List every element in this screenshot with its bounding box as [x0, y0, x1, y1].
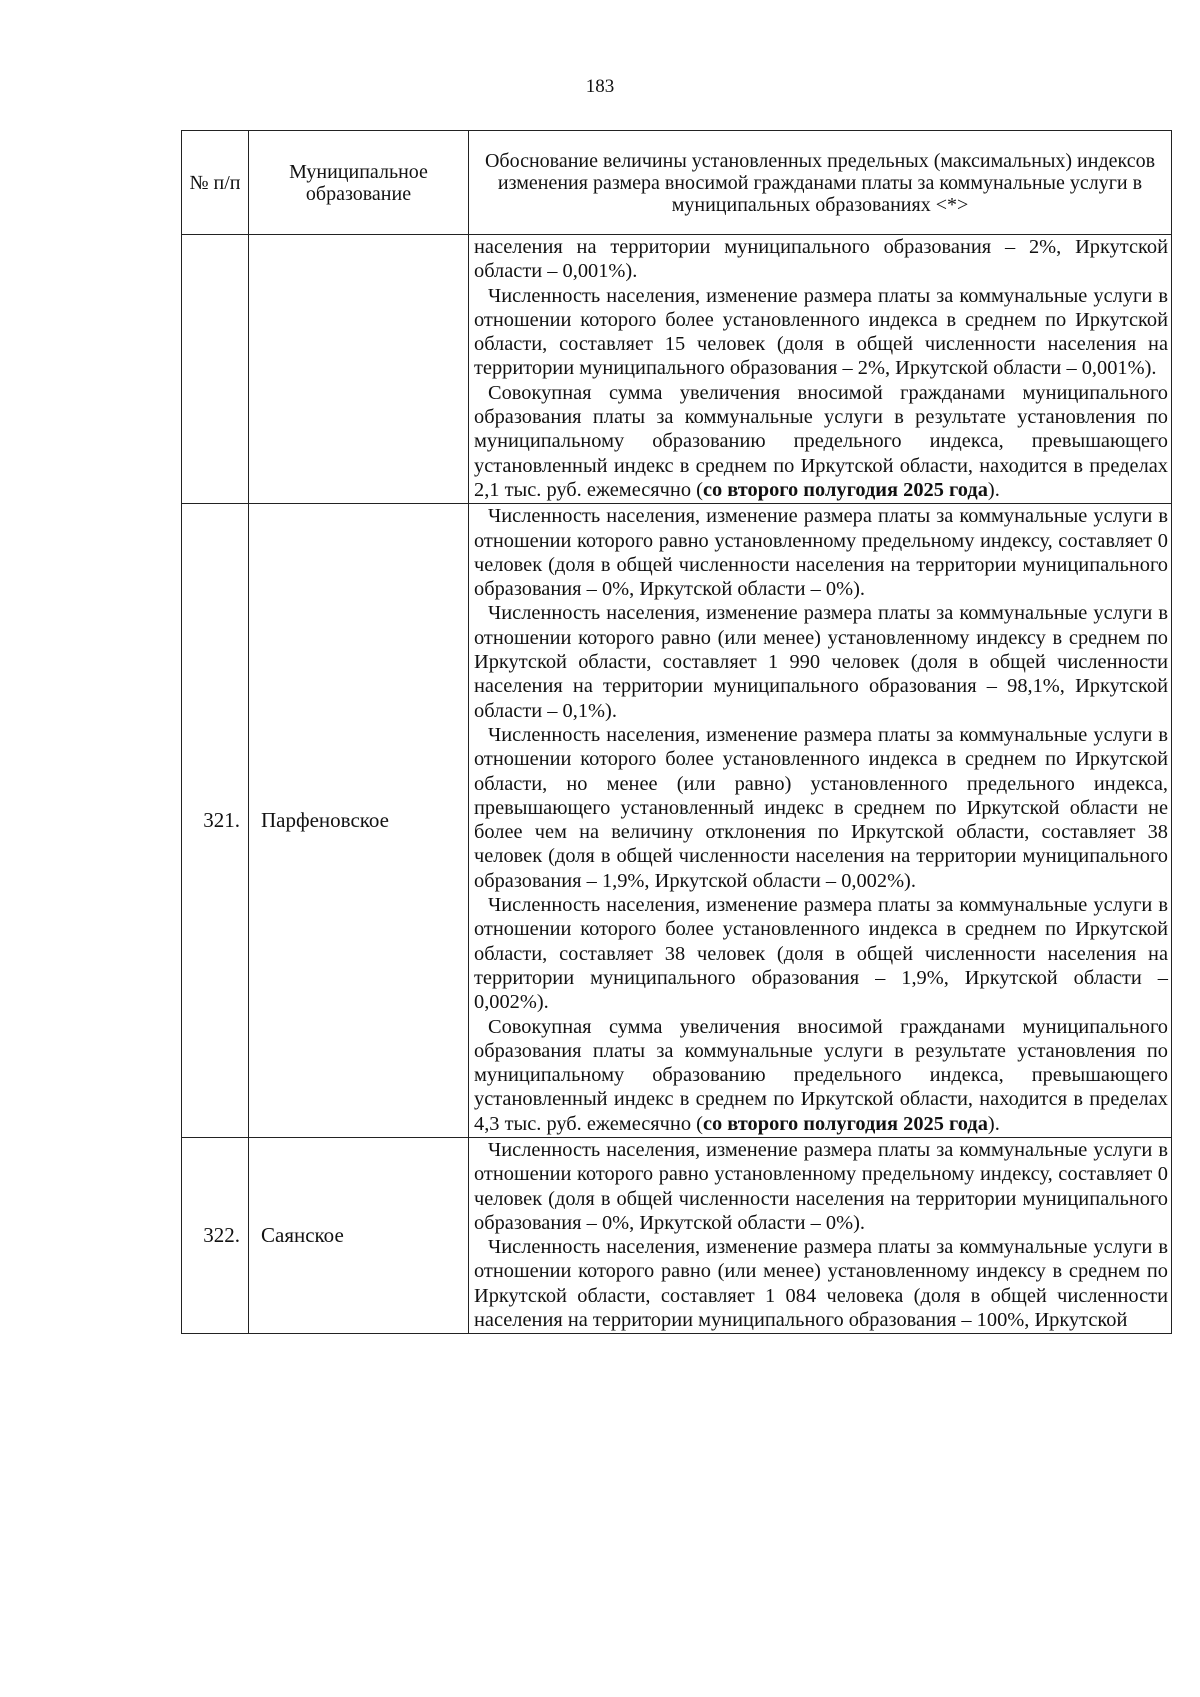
- paragraph-tail: ).: [987, 1112, 1000, 1135]
- page-number: 183: [585, 76, 615, 97]
- header-justification: Обоснование величины установленных предельных (максимальных) индексов изменения размера вносимой гражданами платы за коммунальные услуги в муниципальных образованиях <*>: [469, 131, 1172, 235]
- row-number: [182, 235, 249, 504]
- paragraph-tail: ).: [987, 478, 1000, 501]
- paragraph-text: Численность населения, изменение размера платы за коммунальные услуги в отношении которого равно установленному предельному индексу, составляет 0 человек (доля в общей численности населения на территории муниципального образования – 0%, Иркутской области – 0%).: [474, 1138, 1168, 1234]
- justification-paragraph: [474, 1138, 1168, 1235]
- justification-cell: [469, 235, 1172, 504]
- table-row: [182, 504, 1172, 1138]
- municipality-name: [249, 235, 469, 504]
- justification-cell: [469, 504, 1172, 1138]
- header-municipality: Муниципальное образование: [249, 131, 469, 235]
- municipality-name: Саянское: [249, 1137, 469, 1333]
- municipality-name: Парфеновское: [249, 504, 469, 1138]
- paragraph-text: Численность населения, изменение размера платы за коммунальные услуги в отношении которого равно (или менее) установленному индексу в среднем по Иркутской области, составляет 1 990 человек (доля в общей численности населения на территории муниципального образования – 98,1%, Иркутской области – 0,1%).: [474, 602, 1168, 722]
- justification-paragraph: [474, 723, 1168, 893]
- table-row: [182, 1137, 1172, 1333]
- period-emphasis: со второго полугодия 2025 года: [702, 478, 988, 501]
- table-row: [182, 235, 1172, 504]
- justification-paragraph: [474, 235, 1168, 284]
- paragraph-text: Численность населения, изменение размера платы за коммунальные услуги в отношении которого равно (или менее) установленному индексу в среднем по Иркутской области, составляет 1 084 человека (доля в общей численности населения на территории муниципального образования – 100%, Иркутской: [474, 1236, 1168, 1332]
- row-number: 321.: [182, 504, 249, 1138]
- justification-paragraph: [474, 504, 1168, 601]
- paragraph-text: Численность населения, изменение размера платы за коммунальные услуги в отношении которого равно установленному предельному индексу, составляет 0 человек (доля в общей численности населения на территории муниципального образования – 0%, Иркутской области – 0%).: [474, 505, 1168, 601]
- justification-paragraph: [474, 1015, 1168, 1136]
- row-number: 322.: [182, 1137, 249, 1333]
- justification-paragraph: [474, 381, 1168, 502]
- period-emphasis: со второго полугодия 2025 года: [702, 1112, 988, 1135]
- justification-paragraph: [474, 893, 1168, 1014]
- table-header-row: [182, 131, 1172, 235]
- justification-paragraph: [474, 284, 1168, 381]
- paragraph-text: Численность населения, изменение размера платы за коммунальные услуги в отношении которого более установленного индекса в среднем по Иркутской области, составляет 15 человек (доля в общей численности населения на территории муниципального образования – 2%, Иркутской области – 0,001%).: [474, 284, 1168, 380]
- paragraph-text: Численность населения, изменение размера платы за коммунальные услуги в отношении которого более установленного индекса в среднем по Иркутской области, составляет 38 человек (доля в общей численности населения на территории муниципального образования – 1,9%, Иркутской области – 0,002%).: [474, 894, 1168, 1014]
- justification-paragraph: [474, 601, 1168, 722]
- justification-paragraph: [474, 1235, 1168, 1332]
- municipal-index-table: [181, 130, 1172, 1334]
- header-number: № п/п: [182, 131, 249, 235]
- paragraph-text: Численность населения, изменение размера платы за коммунальные услуги в отношении которого более установленного индекса в среднем по Иркутской области, но менее (или равно) установленного предельного индекса, превышающего установленный индекс в среднем по Иркутской области не более чем на величину отклонения по Иркутской области, составляет 38 человек (доля в общей численности населения на территории муниципального образования – 1,9%, Иркутской области – 0,002%).: [474, 723, 1168, 892]
- justification-cell: [469, 1137, 1172, 1333]
- paragraph-text: населения на территории муниципального образования – 2%, Иркутской области – 0,001%).: [474, 236, 1168, 283]
- paragraph-text: Совокупная сумма увеличения вносимой гражданами муниципального образования платы за коммунальные услуги в результате установления по муниципальному образованию предельного индекса, превышающего установленный индекс в среднем по Иркутской области, находится в пределах 2,1 тыс. руб. ежемесячно (: [474, 381, 1168, 501]
- paragraph-text: Совокупная сумма увеличения вносимой гражданами муниципального образования платы за коммунальные услуги в результате установления по муниципальному образованию предельного индекса, превышающего установленный индекс в среднем по Иркутской области, находится в пределах 4,3 тыс. руб. ежемесячно (: [474, 1015, 1168, 1135]
